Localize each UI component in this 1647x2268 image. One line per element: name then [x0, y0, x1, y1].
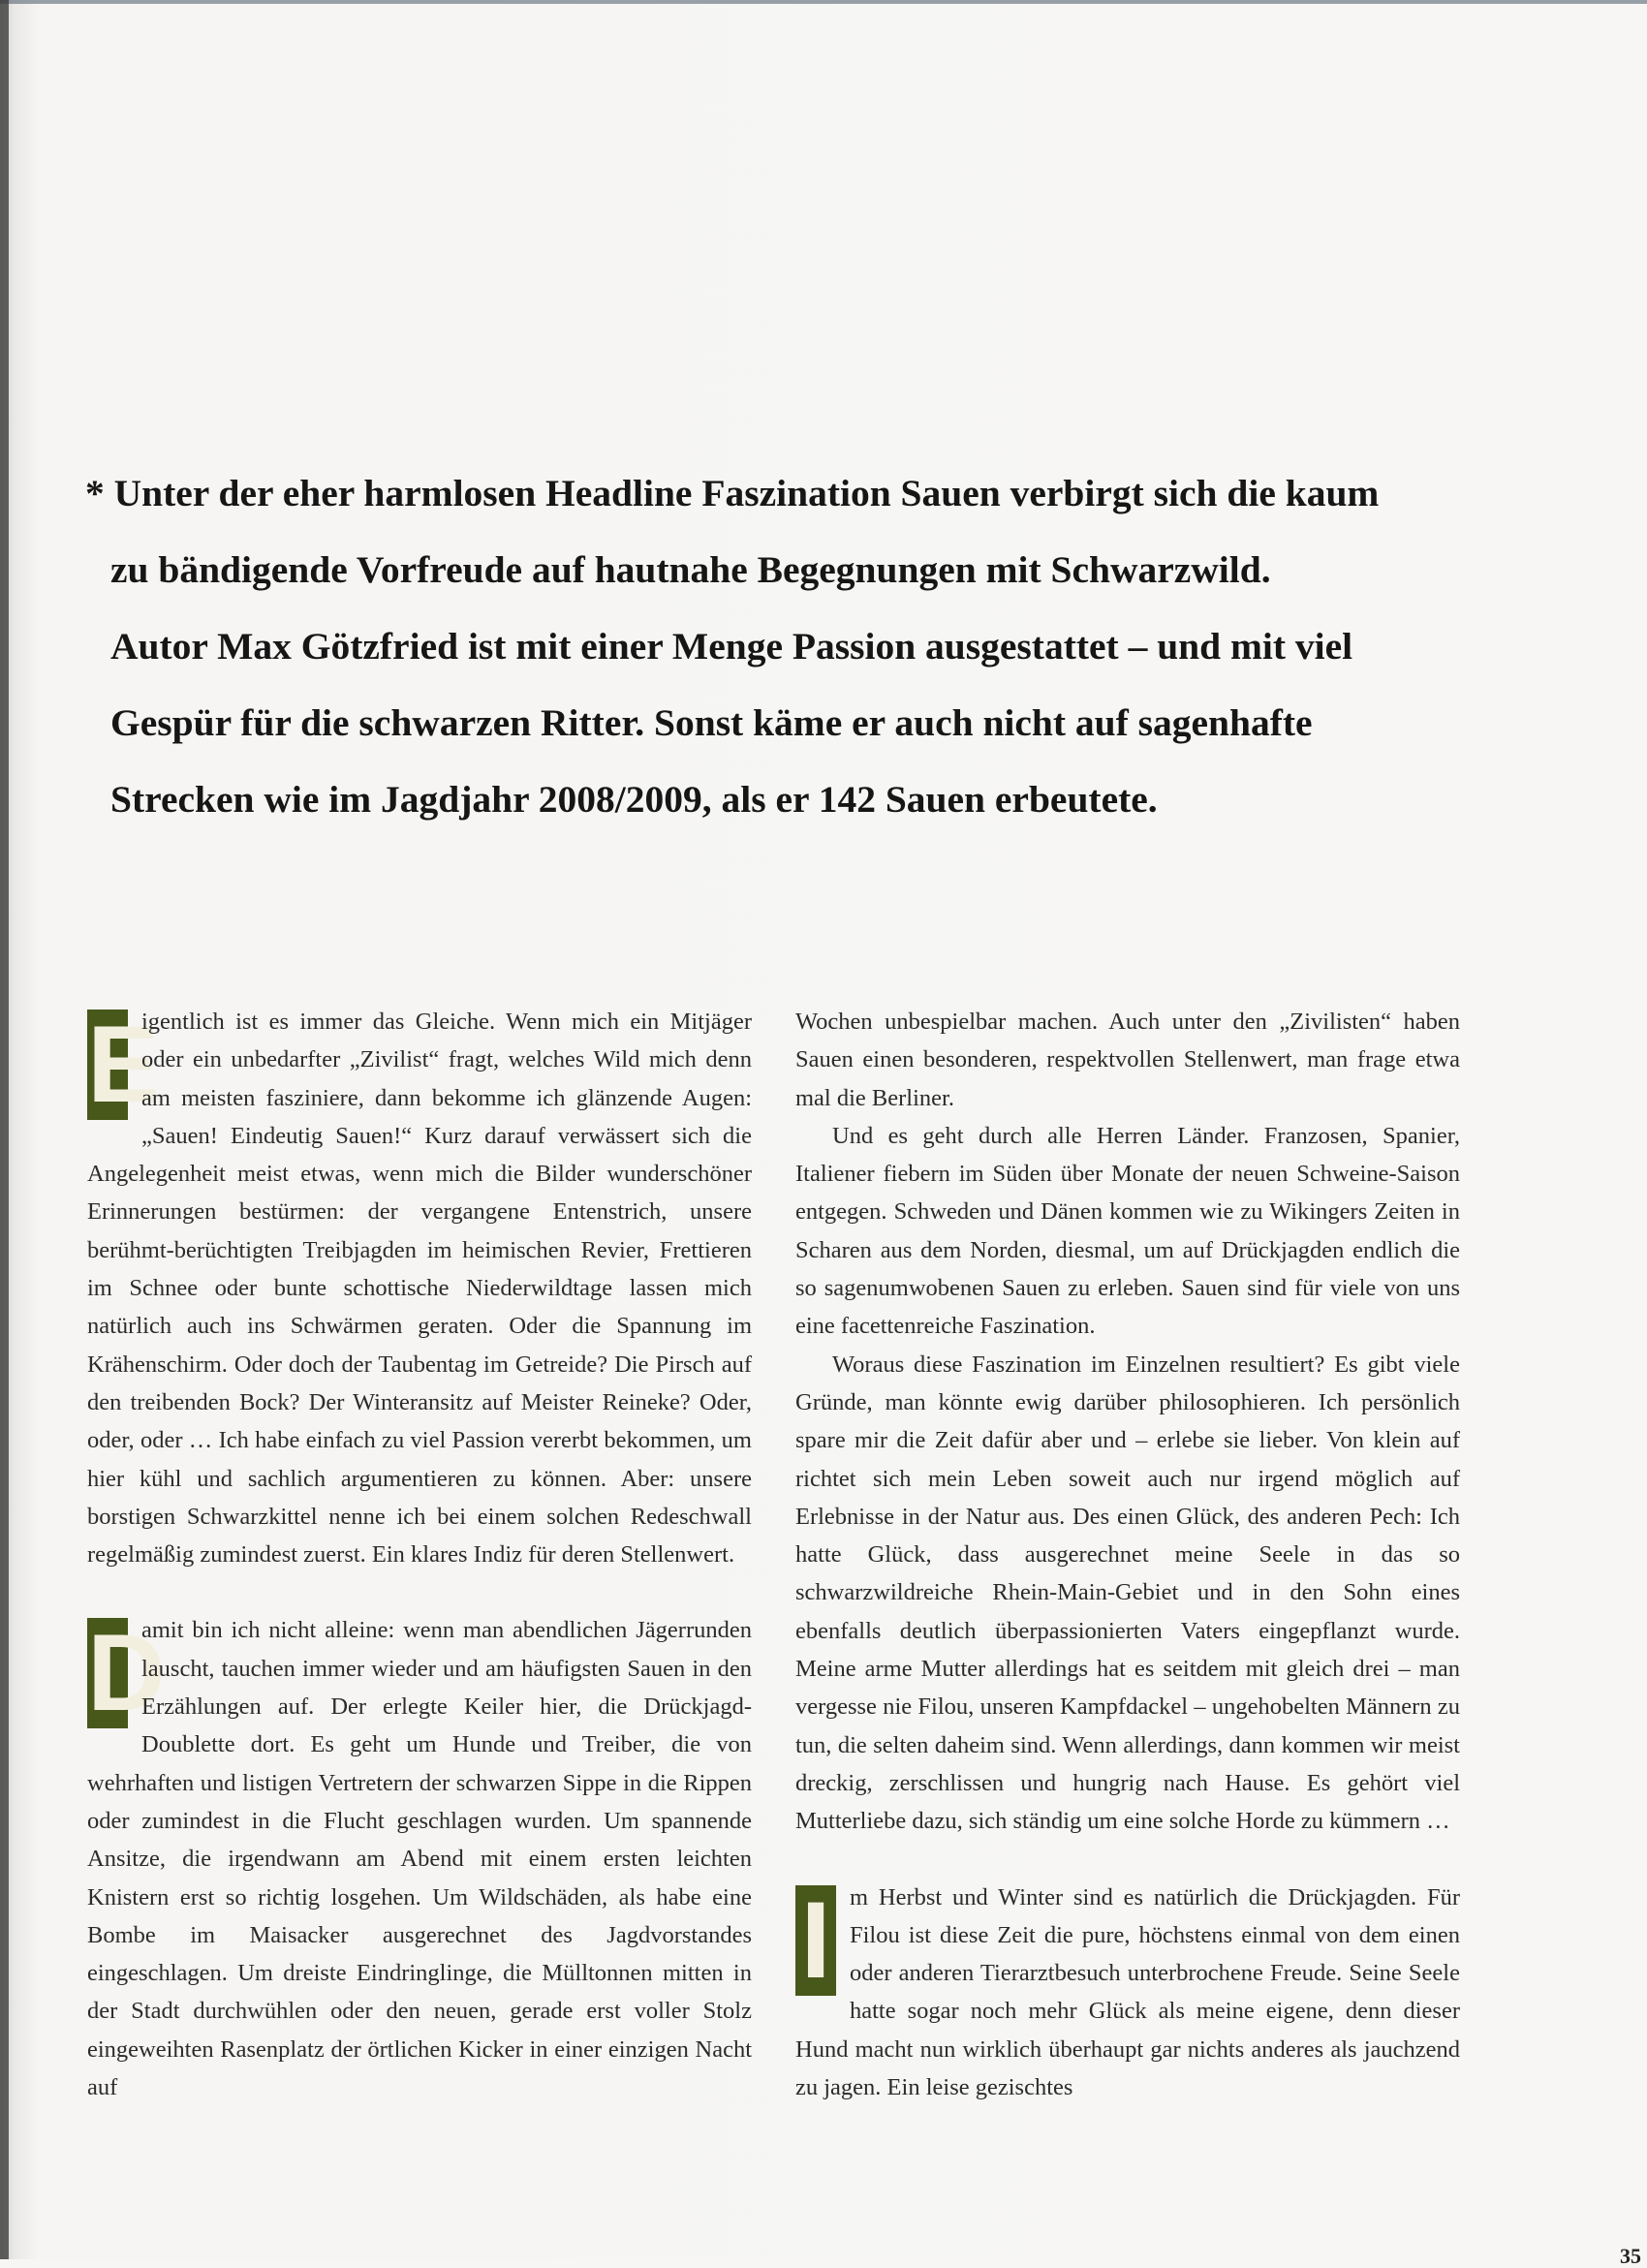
paragraph-text: m Herbst und Winter sind es natürlich die Drückjagden. Für Filou ist diese Zeit die pure, höchstens einmal von dem einen oder anderen Tierarztbesuch unterbrochene Freude. Seine Seele hatte sogar noch mehr Glück als meine eigene, denn dieser Hund macht nun wirklich überhaupt gar nichts anderes als jauchzend zu jagen. Ein leise gezischtes	[795, 1883, 1460, 2101]
paragraph-text: igentlich ist es immer das Gleiche. Wenn mich ein Mitjäger oder ein unbedarfter „Zivilist“ fragt, welches Wild mich denn am meisten fasziniere, dann bekomme ich glänzende Augen: „Sauen! Eindeutig Sauen!“ Kurz darauf verwässert sich die Angelegenheit meist etwas, wenn mich die Bilder wunderschöner Erinnerungen bestürmen: der vergangene Entenstrich, unsere berühmt-berüchtigten Treibjagden im heimischen Revier, Frettieren im Schnee oder bunte schottische Niederwildtage lassen mich natürlich auch ins Schwärmen geraten. Oder die Spannung im Krähenschirm. Oder doch der Taubentag im Getreide? Die Pirsch auf den treibenden Bock? Der Winteransitz auf Meister Reineke? Oder, oder, oder … Ich habe einfach zu viel Passion vererbt bekommen, um hier kühl und sachlich argumentieren zu können. Aber: unsere borstigen Schwarzkittel nenne ich bei einem solchen Redeschwall regelmäßig zumindest zuerst. Ein klares Indiz für deren Stellenwert.	[87, 1009, 752, 1569]
intro-line: * Unter der eher harmlosen Headline Faszination Sauen verbirgt sich die kaum	[85, 472, 1380, 514]
right-column	[795, 1003, 1460, 2106]
intro-line: Strecken wie im Jagdjahr 2008/2009, als er 142 Sauen erbeutete.	[110, 778, 1158, 821]
body-paragraph: Und es geht durch alle Herren Länder. Franzosen, Spanier, Italiener fiebern im Süden über Monate der neuen Schweine-Saison entgegen. Schweden und Dänen kommen wie zu Wikingers Zeiten in Scharen aus dem Norden, diesmal, um auf Drückjagden endlich die so sagenumwobenen Sauen zu erleben. Sauen sind für viele von uns eine facettenreiche Faszination.	[795, 1122, 1460, 1340]
intro-paragraph	[85, 455, 1480, 838]
body-paragraph: Woraus diese Faszination im Einzelnen resultiert? Es gibt viele Gründe, man könnte ewig darüber philosophieren. Ich persönlich spare mir die Zeit dafür aber und – erlebe sie lieber. Von klein auf richtet sich mein Leben soweit auch nur irgend möglich auf Erlebnisse in der Natur aus. Des einen Glück, des anderen Pech: Ich hatte Glück, dass ausgerechnet meine Seele in das so schwarzwildreiche Rhein-Main-Gebiet und in den Sohn eines ebenfalls deutlich überpassionierten Vaters eingepflanzt wurde. Meine arme Mutter allerdings hat es seitdem mit gleich drei – man vergesse nie Filou, unseren Kampfdackel – ungehobelten Männern zu tun, die selten daheim sind. Wenn allerdings, dann kommen wir meist dreckig, zerschlissen und hungrig nach Hause. Es gehört viel Mutterliebe dazu, sich ständig um eine solche Horde zu kümmern …	[795, 1351, 1460, 1835]
page-spine-shadow	[0, 0, 9, 2259]
drop-cap: I	[795, 1885, 836, 1996]
drop-cap: E	[87, 1004, 160, 1125]
intro-line: zu bändigende Vorfreude auf hautnahe Begegnungen mit Schwarzwild.	[110, 548, 1271, 591]
paragraph-text: amit bin ich nicht alleine: wenn man abendlichen Jägerrunden lauscht, tauchen immer wieder und am häufigsten Sauen in den Erzählungen auf. Der erlegte Keiler hier, die Drückjagd-Doublette dort. Es geht um Hunde und Treiber, die von wehrhaften und listigen Vertretern der schwarzen Sippe in die Rippen oder zumindest in die Flucht geschlagen wurden. Um spannende Ansitze, die irgendwann am Abend mit einem ersten leichten Knistern erst so richtig losgehen. Um Wildschäden, als habe eine Bombe im Maisacker ausgerechnet des Jagdvorstandes eingeschlagen. Um dreiste Eindringlinge, die Mülltonnen mitten in der Stadt durchwühlen oder den neuen, gerade erst voller Stolz eingeweihten Rasenplatz der örtlichen Kicker in einer einzigen Nacht auf	[87, 1617, 752, 2101]
drop-cap: D	[87, 1612, 166, 1734]
body-paragraph	[87, 1611, 752, 2106]
body-paragraph	[87, 1003, 752, 1573]
page-number: 35	[1620, 2244, 1641, 2268]
left-column	[87, 1003, 752, 2106]
body-paragraph	[795, 1879, 1460, 2107]
body-paragraph: Wochen unbespielbar machen. Auch unter den „Zivilisten“ haben Sauen einen besonderen, respektvollen Stellenwert, man frage etwa mal die Berliner.	[795, 1009, 1460, 1111]
intro-line: Gespür für die schwarzen Ritter. Sonst käme er auch nicht auf sagenhafte	[110, 701, 1313, 744]
top-edge	[0, 0, 1647, 4]
intro-line: Autor Max Götzfried ist mit einer Menge Passion ausgestattet – und mit viel	[110, 625, 1353, 668]
